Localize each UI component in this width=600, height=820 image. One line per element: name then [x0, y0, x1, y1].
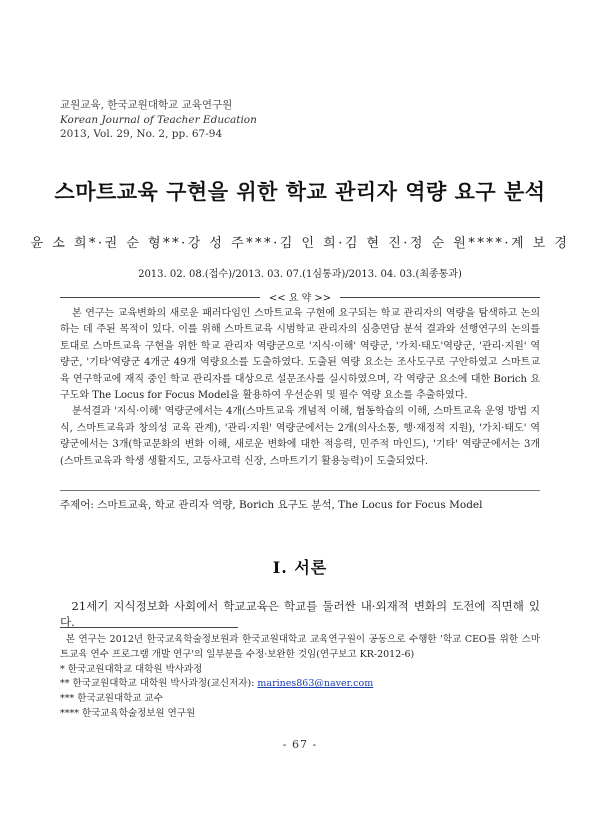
- abstract-paragraph: 본 연구는 교육변화의 새로운 패러다임인 스마트교육 구현에 요구되는 학교 관리자의 역량을 탐색하고 논의하는 데 주된 목적이 있다. 이를 위해 스마트교육 시범학교 관리자의 심층면담 분석 결과와 선행연구의 논의를 토대로 스마트교육 구현을 위한 학교 관리자 역량군으로 '지식·이해' 역량군, '가치·태도'역량군, '관리·지원' 역량군, '기타'역량군 4개군 49개 역량요소를 도출하였다. 도출된 역량 요소는 조사도구로 구안하였고 스마트교육 연구학교에 재직 중인 학교 관리자를 대상으로 설문조사를 실시하였으며, 각 역량군 요소에 대한 Borich 요구도와 The Locus for Focus Model을 활용하여 우선순위 및 필수 역량 요소를 추출하였다.: [60, 308, 540, 402]
- footnotes: [60, 633, 540, 722]
- abstract-body: [60, 306, 540, 470]
- abstract-paragraph: 분석결과 '지식·이해' 역량군에서는 4개(스마트교육 개념적 이해, 협동학습의 이해, 스마트교육 운영 방법 지식, 스마트교육과 창의성 교육 관계), '관리·지원' 역량군에서는 2개(의사소통, 행·재정적 지원), '가치·태도' 역량군에서는 3개(학교문화의 변화 이해, 새로운 변화에 대한 적응력, 민주적 마인드), '기타' 역량군에서는 3개(스마트교육과 학생 생활지도, 고등사고력 신장, 스마트기기 활용능력)이 도출되었다.: [60, 406, 540, 467]
- journal-info: [60, 98, 257, 142]
- journal-english-name: Korean Journal of Teacher Education: [60, 113, 257, 126]
- section-heading: Ⅰ. 서론: [272, 558, 328, 577]
- footnote-funding: 본 연구는 2012년 한국교육학술정보원과 한국교원대학교 교육연구원이 공동으로 수행한 '학교 CEO를 위한 스마트교육 연수 프로그램 개발 연구'의 일부분을 수정·보완한 것임(연구보고 KR-2012-6): [60, 634, 540, 660]
- footnote-divider: [60, 627, 238, 628]
- journal-citation: 2013, Vol. 29, No. 2, pp. 67-94: [60, 128, 223, 140]
- keywords: 주제어: 스마트교육, 학교 관리자 역량, Borich 요구도 분석, The Locus for Focus Model: [60, 490, 540, 512]
- abstract-heading-label: << 요 약 >>: [268, 293, 332, 304]
- abstract-heading: [60, 289, 540, 303]
- paper-title: 스마트교육 구현을 위한 학교 관리자 역량 요구 분석: [54, 179, 546, 204]
- footnote-author-4: **** 한국교육학술정보원 연구원: [60, 707, 196, 719]
- intro-paragraph: 21세기 지식정보화 사회에서 학교교육은 학교를 둘러싼 내·외재적 변화의 도전에 직면해 있다.: [60, 599, 540, 629]
- page-number: - 67 -: [282, 738, 318, 751]
- footnote-author-1: * 한국교원대학교 대학원 박사과정: [60, 663, 203, 675]
- footnote-author-3: *** 한국교원대학교 교수: [60, 693, 163, 705]
- footnote-author-2: [60, 677, 540, 692]
- author-list: 윤 소 희*·권 순 형**·강 성 주***·김 인 희·김 현 진·정 순 원****·계 보 경: [30, 236, 570, 251]
- abstract-rule-right: [340, 297, 540, 298]
- submission-dates: 2013. 02. 08.(접수)/2013. 03. 07.(1심통과)/2013. 04. 03.(최종통과): [138, 269, 462, 280]
- footnote-author-2-label: ** 한국교원대학교 대학원 박사과정(교신저자):: [60, 678, 258, 690]
- email-link[interactable]: marines863@naver.com: [257, 678, 374, 690]
- journal-korean-name: 교원교육, 한국교원대학교 교육연구원: [60, 99, 233, 111]
